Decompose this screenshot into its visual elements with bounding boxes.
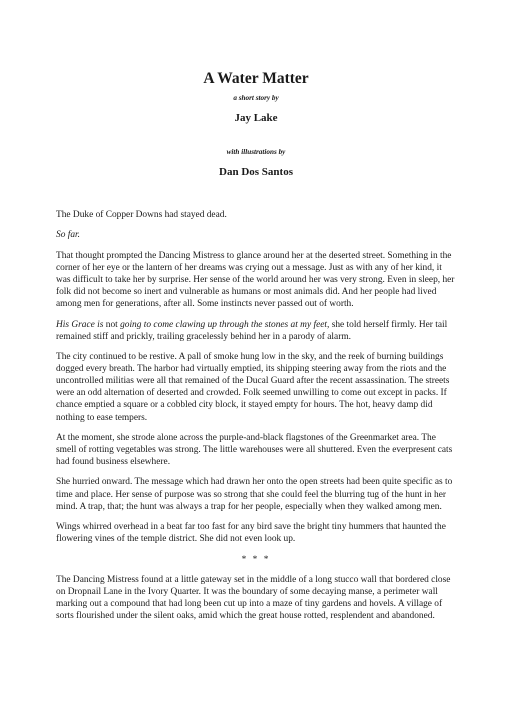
paragraph: Wings whirred overhead in a beat far too fast for any bird save the bright tiny hummers that haunted the flowering vines of the temple district. She did not even look up. xyxy=(56,522,446,545)
paragraph: The city continued to be restive. A pall of smoke hung low in the sky, and the reek of burning buildings dogged every breath. The harbor had virtually emptied, its shipping steering away from the riots and the uncontrolled militias were all that remained of the Ducal Guard after the recent assassination. The streets were an odd alternation of deserted and crowded. Folk seemed unwilling to come out except in packs. If chance emptied a square or a cobbled city block, it stayed empty for hours. The hot, heavy damp did nothing to ease tempers. xyxy=(56,352,450,423)
section-separator: * * * xyxy=(241,554,271,565)
illustrator-name: Dan Dos Santos xyxy=(219,166,293,178)
plain-run: not xyxy=(103,319,121,330)
paragraph: That thought prompted the Dancing Mistress to glance around her at the deserted street. Something in the corner of her eye or the lantern of her dreams was crying out a message. Just as with any of her kind, it was difficult to take her by surprise. Her sense of the world around her was very strong. Even in sleep, her folk did not become so inert and vulnerable as humans or most animals did. And her people had lived among men for generations, after all. Some instincts never passed out of worth. xyxy=(56,250,455,310)
italic-run: going to come clawing up through the stones at my feet xyxy=(120,319,327,330)
paragraph: The Dancing Mistress found at a little gateway set in the middle of a long stucco wall that bordered close on Dropnail Lane in the Ivory Quarter. It was the boundary of some decaying manse, a perimeter wall marking out a compound that had long been cut up into a maze of tiny gardens and hovels. A village of sorts flourished under the silent oaks, amid which the great house rotted, resplendent and abandoned. xyxy=(56,574,451,622)
paragraph: So far. xyxy=(56,230,80,241)
author-name: Jay Lake xyxy=(234,112,278,124)
story-title: A Water Matter xyxy=(203,70,309,87)
plain-run: , she told herself firmly. Her tail remained stiff and prickly, trailing gracelessly behind her in a parody of alarm. xyxy=(56,319,448,342)
paragraph xyxy=(56,319,456,343)
paragraph: The Duke of Copper Downs had stayed dead. xyxy=(56,210,227,220)
illustrations-label: with illustrations by xyxy=(226,148,286,156)
italic-run: His Grace is xyxy=(56,319,104,330)
paragraph: At the moment, she strode alone across the purple-and-black flagstones of the Greenmarket area. The smell of rotting vegetables was strong. The little warehouses were all shuttered. Even the everpresent cats had found business elsewhere. xyxy=(56,432,453,468)
paragraph: She hurried onward. The message which had drawn her onto the open streets had been quite specific as to time and place. Her sense of purpose was so strong that she could feel the blurring tug of the hunt in her mind. A trap, that; the hunt was always a trap for her people, especially when they walked among men. xyxy=(56,477,453,512)
subtitle: a short story by xyxy=(233,94,279,102)
